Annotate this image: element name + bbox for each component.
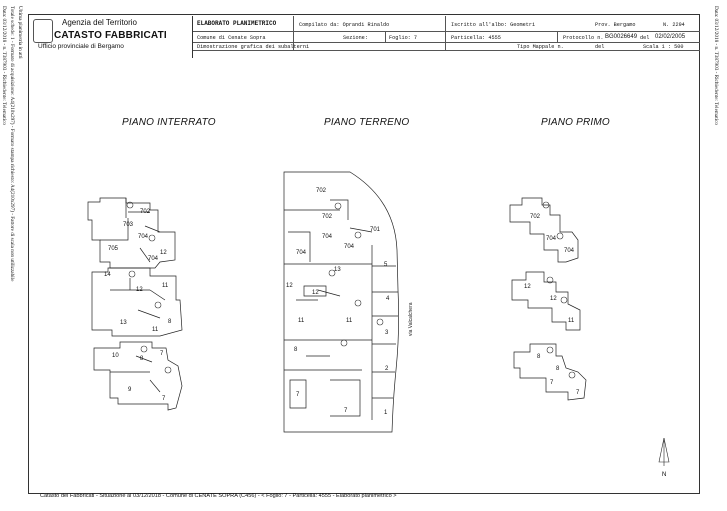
- unit-label-terreno: 3: [385, 330, 389, 336]
- plan-title-interrato: PIANO INTERRATO: [122, 117, 216, 128]
- unit-label-interrato: 702: [140, 209, 151, 215]
- unit-label-interrato: 705: [108, 246, 119, 252]
- unit-label-terreno: 1: [384, 410, 388, 416]
- unit-label-primo: 7: [576, 390, 580, 396]
- unit-label-terreno: 702: [322, 214, 333, 220]
- unit-label-primo: 7: [550, 380, 554, 386]
- side-stamp-line-3: Ultima planimetria in atti: [17, 6, 23, 59]
- unit-label-terreno: 704: [322, 234, 333, 240]
- unit-label-primo: 8: [537, 354, 541, 360]
- unit-label-terreno: 5: [384, 262, 388, 268]
- street-label: via Valcalchera: [408, 302, 414, 336]
- unit-label-terreno: 8: [294, 347, 298, 353]
- unit-label-interrato: 8: [168, 319, 172, 325]
- unit-label-primo: 12: [524, 284, 531, 290]
- unit-label-terreno: 702: [316, 188, 327, 194]
- unit-label-interrato: 13: [120, 320, 127, 326]
- north-arrow-icon: [659, 438, 669, 478]
- plan-primo: [510, 198, 586, 400]
- registry-title: CATASTO FABBRICATI: [54, 30, 167, 41]
- unit-label-interrato: 10: [112, 353, 119, 359]
- protocol-date: 02/02/2005: [655, 34, 686, 40]
- unit-label-terreno: 7: [344, 408, 348, 414]
- particella: Particella: 4555: [451, 35, 501, 41]
- scale: Scala 1 : 500: [643, 44, 684, 50]
- unit-label-terreno: 12: [286, 283, 293, 289]
- unit-label-terreno: 701: [370, 227, 381, 233]
- labels-terreno: [286, 188, 390, 416]
- unit-label-interrato: 704: [138, 234, 149, 240]
- plan-title-terreno: PIANO TERRENO: [324, 117, 410, 128]
- unit-label-interrato: 704: [148, 256, 159, 262]
- protocol-date-label: del: [640, 35, 650, 41]
- labels-primo: [524, 214, 580, 396]
- unit-label-primo: 702: [530, 214, 541, 220]
- unit-label-primo: 11: [568, 318, 575, 324]
- protocol-number: BG0026649: [605, 34, 638, 40]
- document-number: N. 2294: [663, 22, 685, 28]
- province: Prov. Bergamo: [595, 22, 636, 28]
- unit-label-terreno: 2: [385, 366, 389, 372]
- protocol-label: Protocollo n.: [563, 35, 604, 41]
- tipo-del: del: [595, 44, 605, 50]
- side-stamp-line-1: Data: 03/12/2018 - n. T387903 - Richiedente: Telematico: [1, 6, 7, 126]
- unit-label-terreno: 11: [298, 318, 305, 324]
- plan-terreno: [284, 172, 399, 432]
- unit-label-terreno: 704: [296, 250, 307, 256]
- unit-label-interrato: 7: [160, 351, 164, 357]
- unit-label-terreno: 11: [346, 318, 353, 324]
- footer-note: Catasto dei Fabbricati - Situazione al 03/12/2018 - Comune di CENATE SOPRA (C456) - < Foglio: 7 - Particella: 4555 - Elaborato planimetrico >: [40, 493, 397, 499]
- north-arrow-letter: N: [662, 472, 667, 478]
- unit-label-interrato: 11: [152, 327, 159, 333]
- side-stamp-line-2: Totale schede: 1 - Formato di acquisizione: A4(210x297) - Formato stampa richiesto: A4(210x297) - Fattore di scala non utilizzabile: [9, 6, 15, 282]
- unit-label-terreno: 7: [296, 392, 300, 398]
- unit-label-interrato: 11: [162, 283, 169, 289]
- unit-label-primo: 704: [546, 236, 557, 242]
- unit-label-interrato: 703: [123, 222, 134, 228]
- registered-in: Iscritto all'albo: Geometri: [451, 22, 536, 28]
- unit-label-primo: 8: [556, 366, 560, 372]
- unit-label-primo: 704: [564, 248, 575, 254]
- unit-label-interrato: 12: [136, 287, 143, 293]
- foglio: Foglio: 7: [389, 35, 418, 41]
- tipo-mappale: Tipo Mappale n.: [517, 44, 564, 50]
- compiled-by: Compilato da: Oprandi Rinaldo: [299, 22, 390, 28]
- provincial-office: Ufficio provinciale di Bergamo: [38, 43, 124, 50]
- labels-interrato: [104, 209, 172, 402]
- unit-label-interrato: 14: [104, 272, 111, 278]
- unit-label-terreno: 12: [312, 290, 319, 296]
- doc-title: ELABORATO PLANIMETRICO: [197, 20, 277, 27]
- side-stamp-right-line: Data: 03/12/2018 - n. T387903 - Richiedente: Telematico: [713, 6, 719, 126]
- unit-label-interrato: 7: [162, 396, 166, 402]
- unit-label-terreno: 704: [344, 244, 355, 250]
- demonstration-note: Dimostrazione grafica dei subalterni: [197, 44, 310, 50]
- unit-label-interrato: 8: [140, 356, 144, 362]
- sezione: Sezione:: [343, 35, 368, 41]
- comune: Comune di Cenate Sopra: [197, 35, 266, 41]
- agency-name: Agenzia del Territorio: [62, 18, 138, 27]
- unit-label-terreno: 4: [386, 296, 390, 302]
- unit-label-terreno: 13: [334, 267, 341, 273]
- plan-title-primo: PIANO PRIMO: [541, 117, 610, 128]
- plan-interrato: [88, 198, 182, 410]
- unit-label-interrato: 12: [160, 250, 167, 256]
- unit-label-interrato: 9: [128, 387, 132, 393]
- unit-label-primo: 12: [550, 296, 557, 302]
